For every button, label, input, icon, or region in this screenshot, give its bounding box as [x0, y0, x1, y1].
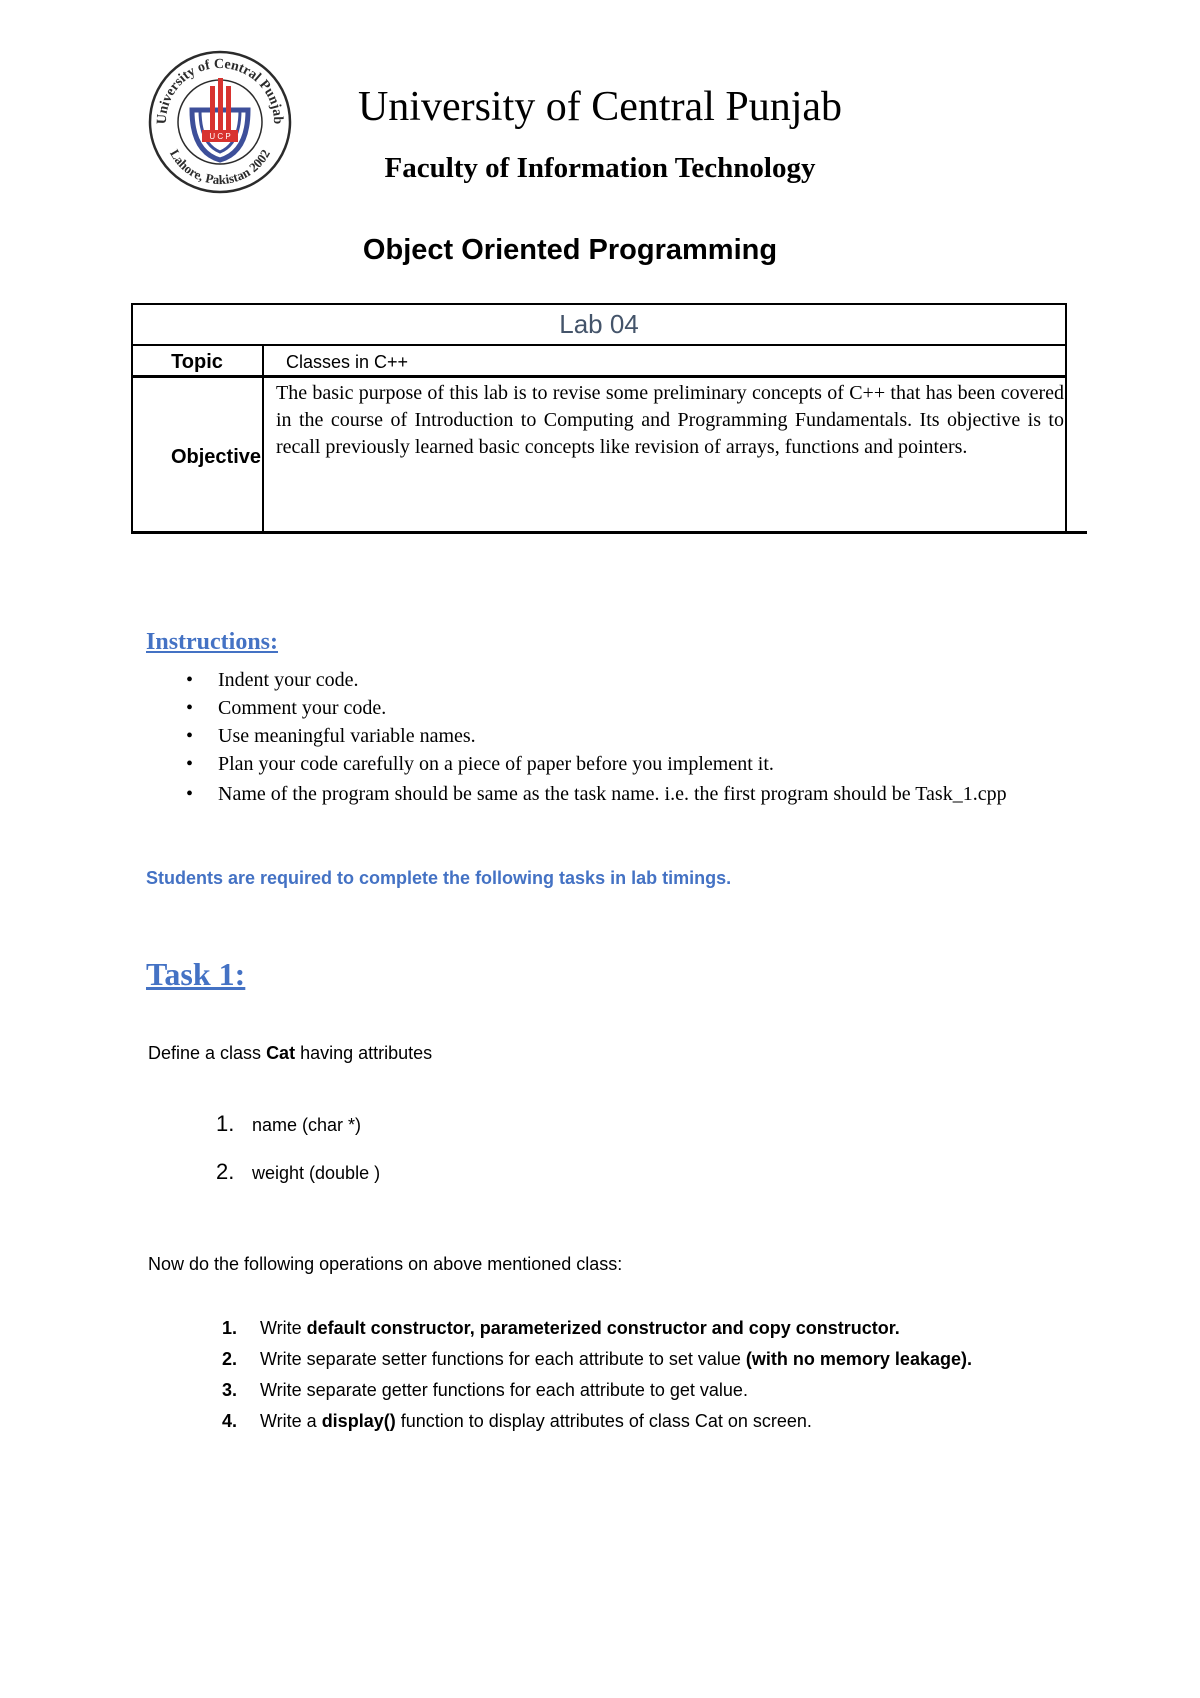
students-note: Students are required to complete the following tasks in lab timings. — [146, 868, 732, 888]
operation-text: Write a — [260, 1411, 322, 1431]
attribute-number: 2. — [216, 1159, 235, 1184]
operation-item — [222, 1375, 1002, 1406]
operation-text-end: function to display attributes of class Cat on screen. — [395, 1411, 812, 1431]
instruction-text: Comment your code. — [218, 697, 387, 719]
list-item — [186, 722, 1086, 750]
instruction-text: Use meaningful variable names. — [218, 725, 476, 747]
topic-label: Topic — [171, 351, 223, 373]
faculty-name: Faculty of Information Technology — [384, 152, 816, 184]
lab-title: Lab 04 — [559, 309, 639, 339]
university-name: University of Central Punjab — [357, 84, 843, 130]
operation-text: Write separate setter functions for each attribute to set value — [260, 1349, 746, 1369]
instruction-text: Plan your code carefully on a piece of paper before you implement it. — [218, 753, 774, 775]
operation-item — [222, 1344, 1002, 1375]
operation-bold-text: display() — [321, 1411, 396, 1431]
attribute-text: weight (double ) — [252, 1163, 381, 1183]
bullet-icon: • — [186, 783, 194, 805]
operation-bold-text: (with no memory leakage). — [745, 1349, 972, 1369]
objective-label: Objective — [170, 446, 261, 468]
instructions-list — [186, 666, 1086, 810]
operation-item — [222, 1313, 1002, 1344]
list-item — [186, 750, 1086, 778]
logo-ring-text-bottom: Lahore, Pakistan 2002 — [167, 146, 273, 188]
logo-ring-text-top: University of Central Punjab — [154, 56, 286, 125]
define-suffix: having attributes — [295, 1043, 433, 1063]
operation-number: 3. — [222, 1380, 238, 1400]
attribute-text: name (char *) — [252, 1115, 362, 1135]
attribute-number: 1. — [216, 1111, 235, 1136]
operation-text: Write — [260, 1318, 307, 1338]
operation-text: Write separate getter functions for each attribute to get value. — [260, 1380, 748, 1400]
course-title: Object Oriented Programming — [362, 234, 778, 266]
instruction-text: Name of the program should be same as the task name. i.e. the first program should be Task_1.cpp — [218, 783, 1007, 805]
operation-number: 4. — [222, 1411, 238, 1431]
instruction-text: Indent your code. — [218, 669, 359, 691]
operation-number: 1. — [222, 1318, 238, 1338]
instructions-heading: Instructions: — [146, 629, 279, 655]
list-item — [186, 694, 1086, 722]
class-name: Cat — [266, 1043, 296, 1063]
list-item — [186, 666, 1086, 694]
topic-value: Classes in C++ — [286, 352, 409, 372]
objective-text: The basic purpose of this lab is to revise some preliminary concepts of C++ that has been covered in the course of Introduction to Computing and Programming Fundamentals. Its objective is to recall previously learned basic concepts like revision of arrays, functions and pointers. — [276, 382, 1064, 458]
operations-intro: Now do the following operations on above mentioned class: — [148, 1254, 623, 1274]
bullet-icon: • — [186, 753, 194, 775]
bullet-icon: • — [186, 697, 194, 719]
class-definition-text — [148, 1043, 432, 1064]
operation-number: 2. — [222, 1349, 238, 1369]
attribute-item — [216, 1159, 380, 1185]
operation-item — [222, 1406, 1002, 1437]
bullet-icon: • — [186, 669, 194, 691]
list-item — [186, 778, 1078, 810]
bullet-icon: • — [186, 725, 194, 747]
operations-list — [222, 1313, 1002, 1437]
define-prefix: Define a class — [148, 1043, 267, 1063]
logo-badge-text: U C P — [209, 132, 231, 141]
operation-bold-text: default constructor, parameterized constructor and copy constructor. — [306, 1318, 900, 1338]
task-heading: Task 1: — [146, 956, 246, 992]
attribute-item — [216, 1111, 361, 1137]
